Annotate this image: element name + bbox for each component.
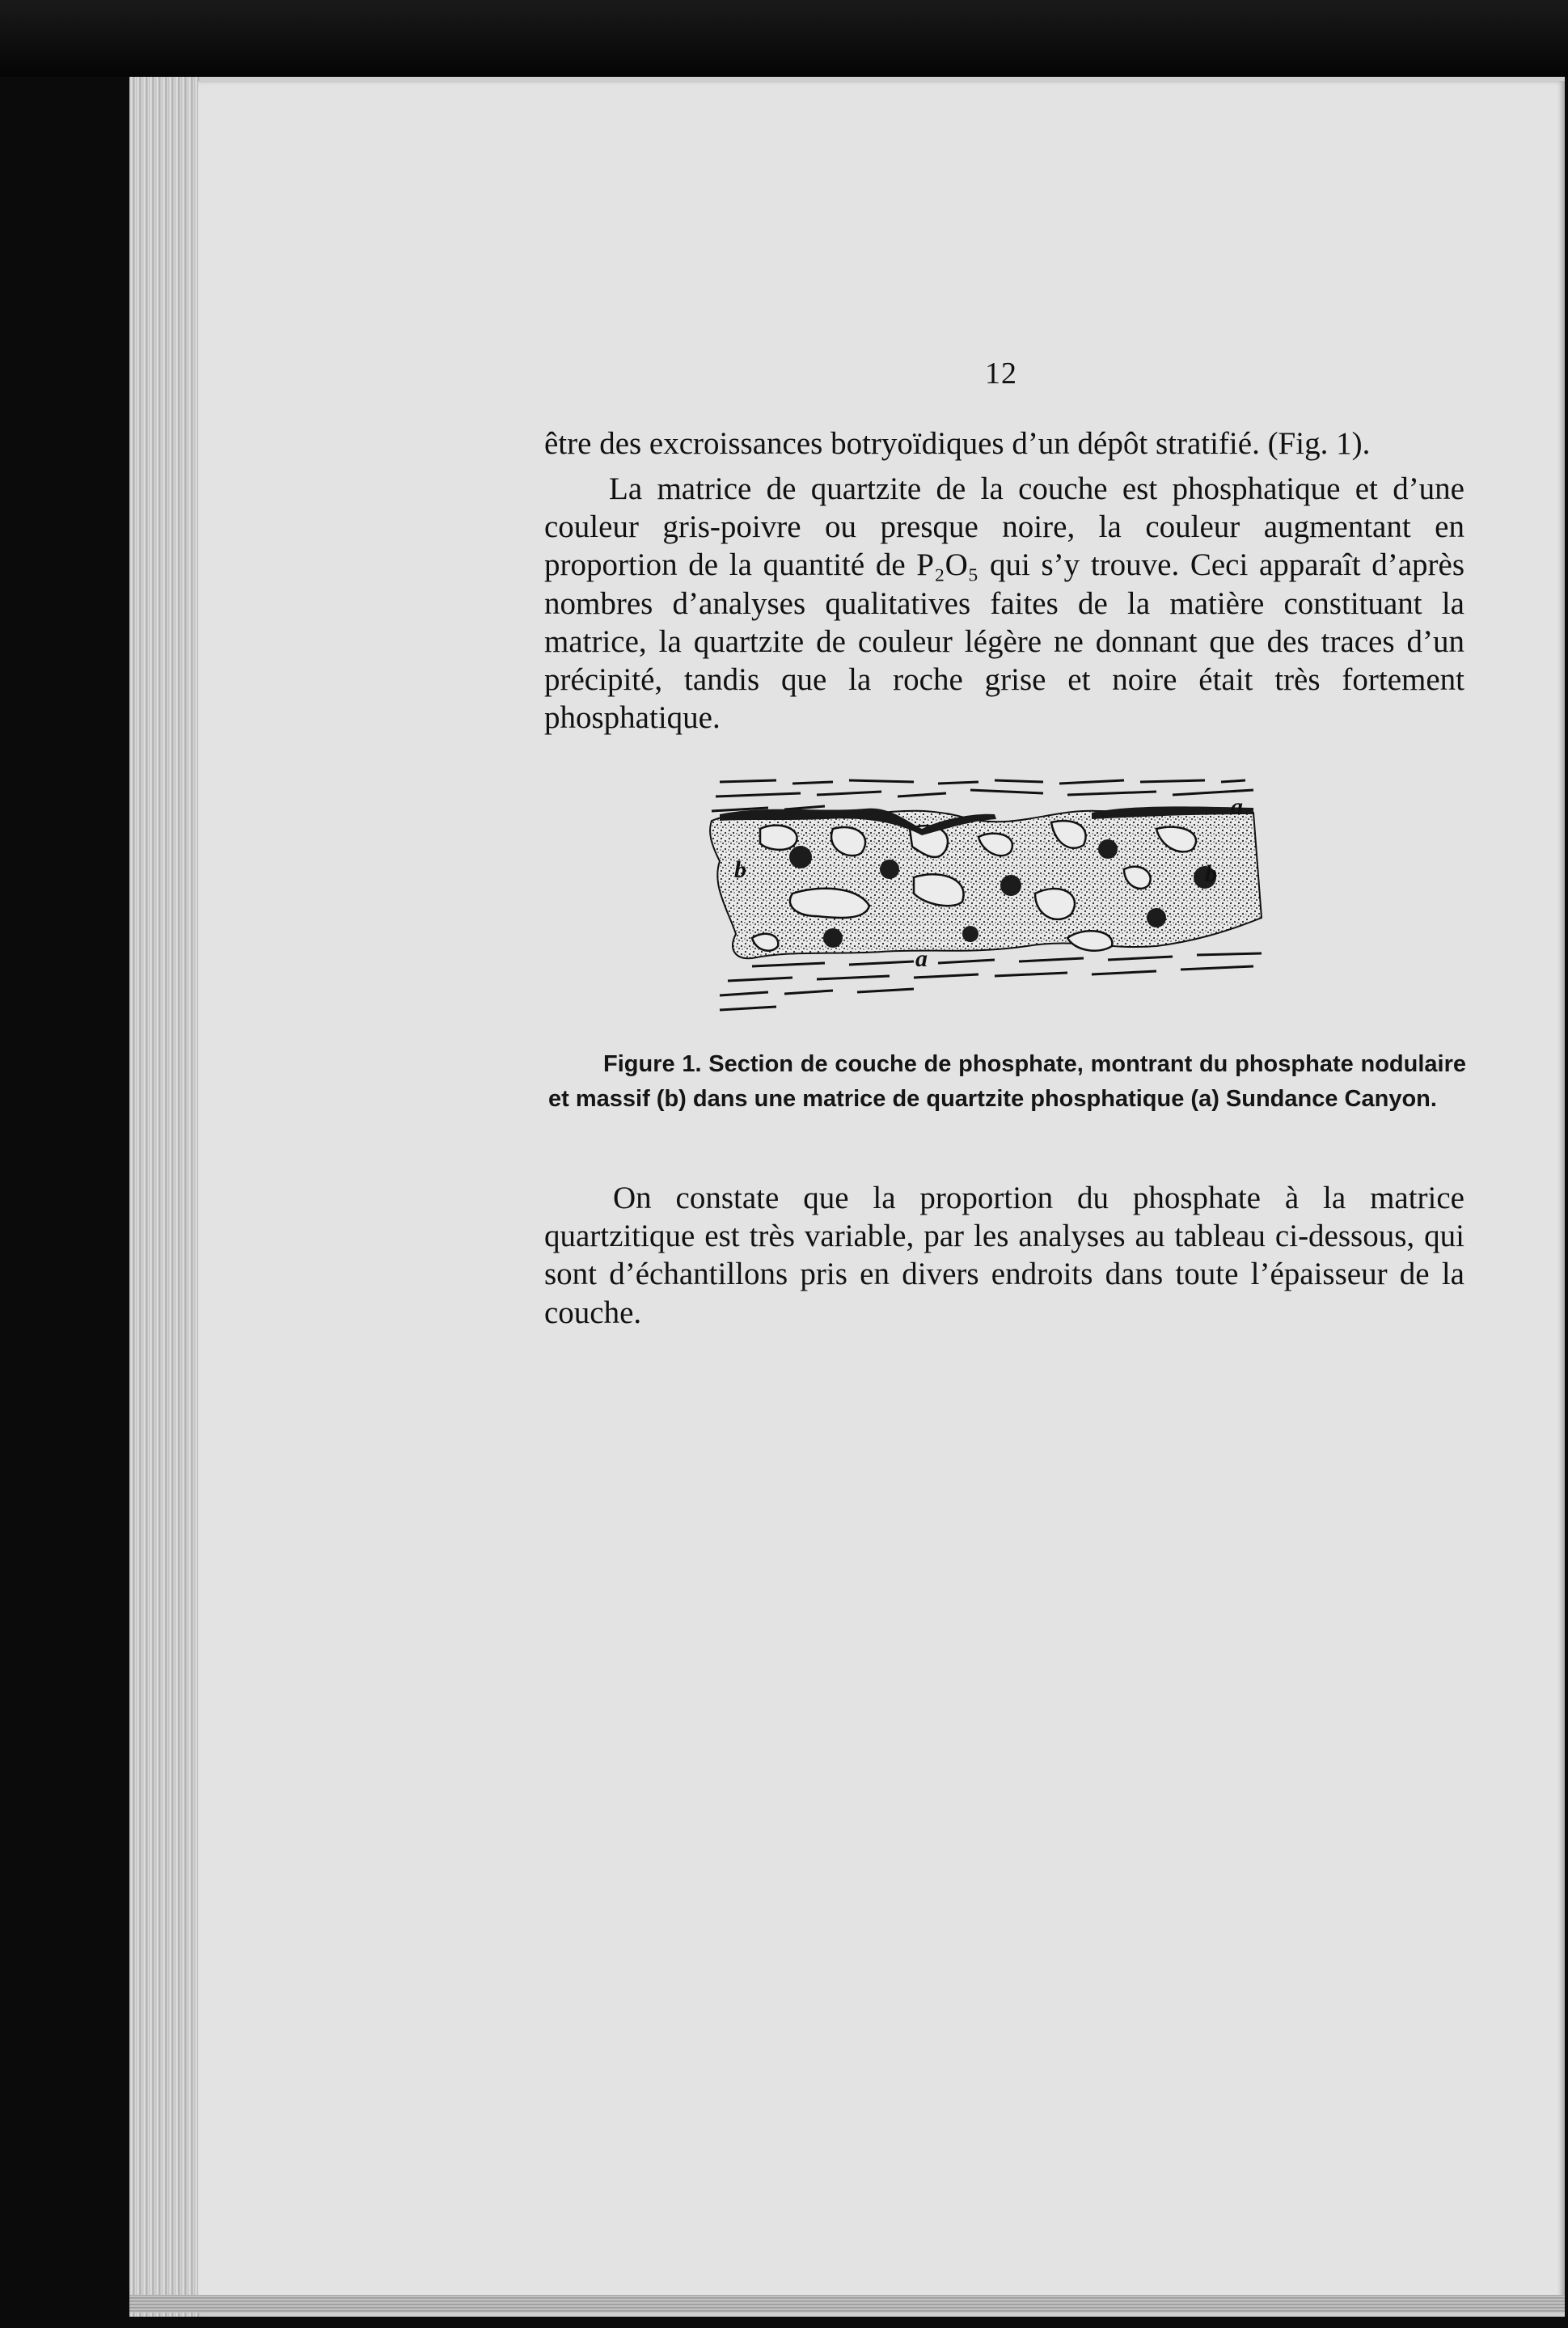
figure-label-b-right: b — [1205, 860, 1217, 887]
paragraph-1: être des excroissances botryoïdiques d’un dépôt stratifié. (Fig. 1). — [544, 426, 1371, 461]
scan-background — [0, 0, 1568, 77]
figure-caption — [548, 1047, 1466, 1117]
paragraph-3: On constate que la proportion du phosphate à la matrice quartzitique est très variable, par les analyses au tableau ci-dessous, qui sont d’échantillons pris en divers endroits dans toute l’épaisseur de la couche. — [544, 1181, 1464, 1330]
figure-label-b-left: b — [734, 856, 746, 883]
figure-label-a-top-right: a — [1231, 793, 1243, 820]
paragraph-2: La matrice de quartzite de la couche est phosphatique et d’une couleur gris-poivre ou presque noire, la couleur augmentant en proportion de la quantité de P₂O₅ qui s’y trouve. Ceci apparaît d’après nombres d’analyses qualitatives faites de la matière constituant la matrice, la quartzite de couleur légère ne donnant que des traces d’un précipité, tandis que la roche grise et noire était très fortement phosphatique. — [544, 471, 1464, 736]
page-edges — [129, 77, 202, 2317]
figure-1-illustration — [704, 772, 1270, 1031]
figure-label-a-bottom: a — [915, 945, 928, 972]
page-number: 12 — [985, 357, 1017, 391]
page-bottom-edge — [129, 2295, 1565, 2313]
figure-caption-text: Figure 1. Section de couche de phosphate, montrant du phosphate nodulaire et massif (b) dans une matrice de quartzite phosphatique (a) Sundance Canyon. — [548, 1051, 1466, 1112]
